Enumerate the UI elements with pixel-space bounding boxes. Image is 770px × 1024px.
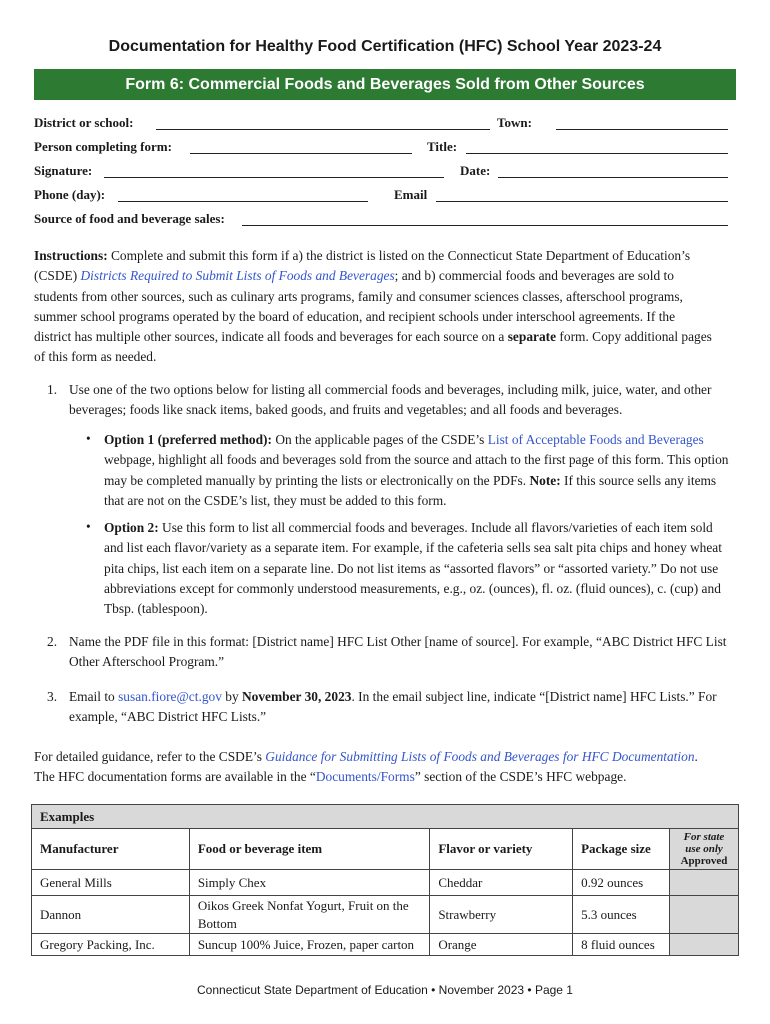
option-1-text (104, 430, 738, 511)
table-cell: General Mills (32, 870, 190, 896)
option-1-text-b: webpage, highlight all foods and beverages sold from the source and attach to the first page of this form. This option may be completed manually by printing the lists or electronically on the PDFs. (104, 452, 729, 488)
guidance-paragraph (34, 747, 734, 788)
instructions-paragraph (34, 246, 714, 368)
examples-label: Examples (32, 805, 739, 829)
step-1-number: 1. (47, 382, 58, 397)
instructions-text-2: ; and b) commercial foods and beverages are sold to students from other sources, such as culinary arts programs, family and consumer sciences classes, afterschool programs, summer school programs operated by the board of education, and recipient schools under interschool agreements. If the district has multiple other sources, indicate all foods and beverages for each source on a (34, 268, 683, 345)
header-manufacturer: Manufacturer (32, 829, 190, 870)
option-1-note: Note: (529, 472, 561, 488)
table-cell: Simply Chex (189, 870, 430, 896)
examples-table (31, 804, 739, 956)
approved-cell (670, 934, 739, 956)
step-2-text: Name the PDF file in this format: [District name] HFC List Other [name of source]. For example, “ABC District HFC List Other Afterschool Program.” (69, 634, 727, 670)
step-3-text-b: by (221, 689, 242, 704)
option-1-text-a: On the applicable pages of the CSDE’s (271, 432, 488, 447)
date-label: Date: (460, 163, 491, 178)
source-field[interactable] (242, 225, 728, 226)
option-1-lead: Option 1 (preferred method): (104, 432, 272, 447)
title-field[interactable] (466, 153, 728, 154)
document-title: Documentation for Healthy Food Certification (HFC) School Year 2023-24 (108, 38, 662, 55)
phone-field[interactable] (118, 201, 368, 202)
option-1-bullet: • (86, 431, 91, 446)
signature-date-row (34, 163, 736, 183)
step-2-number: 2. (47, 634, 58, 649)
option-2-text (104, 518, 734, 619)
date-field[interactable] (498, 177, 728, 178)
header-state-use (670, 829, 739, 870)
email-field[interactable] (436, 201, 728, 202)
district-field[interactable] (156, 129, 490, 130)
guidance-link[interactable]: Guidance for Submitting Lists of Foods and Beverages for HFC Documentation (265, 749, 695, 764)
step-1-text: Use one of the two options below for listing all commercial foods and beverages, including milk, juice, water, and other beverages; foods like snack items, baked goods, and fruits and vegetables; and all foods and beverages. (69, 382, 712, 418)
town-label: Town: (497, 115, 532, 130)
step-3-text-c: . In the email subject line, indicate “[District name] HFC Lists.” For example, “ABC District HFC Lists.” (69, 689, 717, 725)
step-3-text (69, 687, 735, 728)
table-cell: 0.92 ounces (573, 870, 670, 896)
option-2-lead: Option 2: (104, 520, 159, 535)
person-label: Person completing form: (34, 139, 172, 154)
district-town-row (34, 115, 736, 135)
instructions-text-1: Complete and submit this form if a) the district is listed on the Connecticut State Department of Education’s (CSDE) (34, 248, 691, 284)
districts-required-link[interactable]: Districts Required to Submit Lists of Foods and Beverages (80, 268, 395, 284)
option-2-body: Use this form to list all commercial foods and beverages. Include all flavors/varieties of each item sold and list each flavor/variety as a separate item. For example, if the cafeteria sells sea salt pita chips and honey wheat pita chips, list each item on a separate line. Do not list items as “assorted flavors” or “assorted variety.” Do not use abbreviations except for commonly understood measurements, e.g., oz. (ounces), fl. oz. (fluid ounces), c. (cup) and Tbsp. (tablespoon). (104, 520, 722, 617)
phone-email-row (34, 187, 736, 207)
signature-field[interactable] (104, 177, 444, 178)
deadline-date: November 30, 2023 (242, 689, 352, 704)
table-cell: Cheddar (430, 870, 573, 896)
header-package-size: Package size (573, 829, 670, 870)
header-flavor: Flavor or variety (430, 829, 573, 870)
signature-label: Signature: (34, 163, 93, 178)
guidance-text-b: . (694, 749, 698, 764)
state-use-line-2: use only (685, 843, 723, 855)
approved-cell (670, 870, 739, 896)
table-row (32, 934, 739, 956)
option-2-bullet: • (86, 519, 91, 534)
table-cell: Orange (430, 934, 573, 956)
district-label: District or school: (34, 115, 134, 130)
table-cell: Dannon (32, 896, 190, 934)
table-row (32, 870, 739, 896)
documents-forms-link[interactable]: Documents/Forms (315, 769, 415, 785)
state-use-line-1: For state (683, 831, 725, 843)
person-field[interactable] (190, 153, 412, 154)
title-label: Title: (427, 139, 458, 154)
source-row (34, 211, 736, 231)
form-title-banner: Form 6: Commercial Foods and Beverages Sold from Other Sources (34, 69, 736, 100)
guidance-text-a: For detailed guidance, refer to the CSDE’s (34, 749, 266, 764)
page-footer: Connecticut State Department of Education • November 2023 • Page 1 (197, 983, 573, 997)
step-3-number: 3. (47, 689, 58, 704)
instructions-text-3: form. Copy additional pages of this form as needed. (34, 329, 712, 365)
table-row (32, 896, 739, 934)
source-label: Source of food and beverage sales: (34, 211, 225, 226)
table-cell: Strawberry (430, 896, 573, 934)
instructions-lead: Instructions: (34, 248, 108, 263)
email-label: Email (394, 187, 428, 202)
phone-label: Phone (day): (34, 187, 106, 202)
table-cell: Oikos Greek Nonfat Yogurt, Fruit on the Bottom (189, 896, 430, 934)
table-cell: 5.3 ounces (573, 896, 670, 934)
guidance-text-d: ” section of the CSDE’s HFC webpage. (414, 769, 627, 785)
examples-header-row (32, 805, 739, 829)
table-cell: 8 fluid ounces (573, 934, 670, 956)
column-header-row (32, 829, 739, 870)
table-cell: Suncup 100% Juice, Frozen, paper carton (189, 934, 430, 956)
acceptable-foods-link[interactable]: List of Acceptable Foods and Beverages (487, 432, 704, 447)
header-food-item: Food or beverage item (189, 829, 430, 870)
guidance-text-c: The HFC documentation forms are available in the “ (34, 769, 316, 785)
approved-cell (670, 896, 739, 934)
step-3-text-a: Email to (69, 689, 119, 704)
table-cell: Gregory Packing, Inc. (32, 934, 190, 956)
option-1-text-c: If this source sells any items that are not on the CSDE’s list, they must be added to this form. (104, 472, 717, 508)
separate-emphasis: separate (507, 329, 557, 345)
person-title-row (34, 139, 736, 159)
town-field[interactable] (556, 129, 728, 130)
email-link[interactable]: susan.fiore@ct.gov (118, 689, 222, 704)
state-use-line-3: Approved (680, 855, 728, 867)
